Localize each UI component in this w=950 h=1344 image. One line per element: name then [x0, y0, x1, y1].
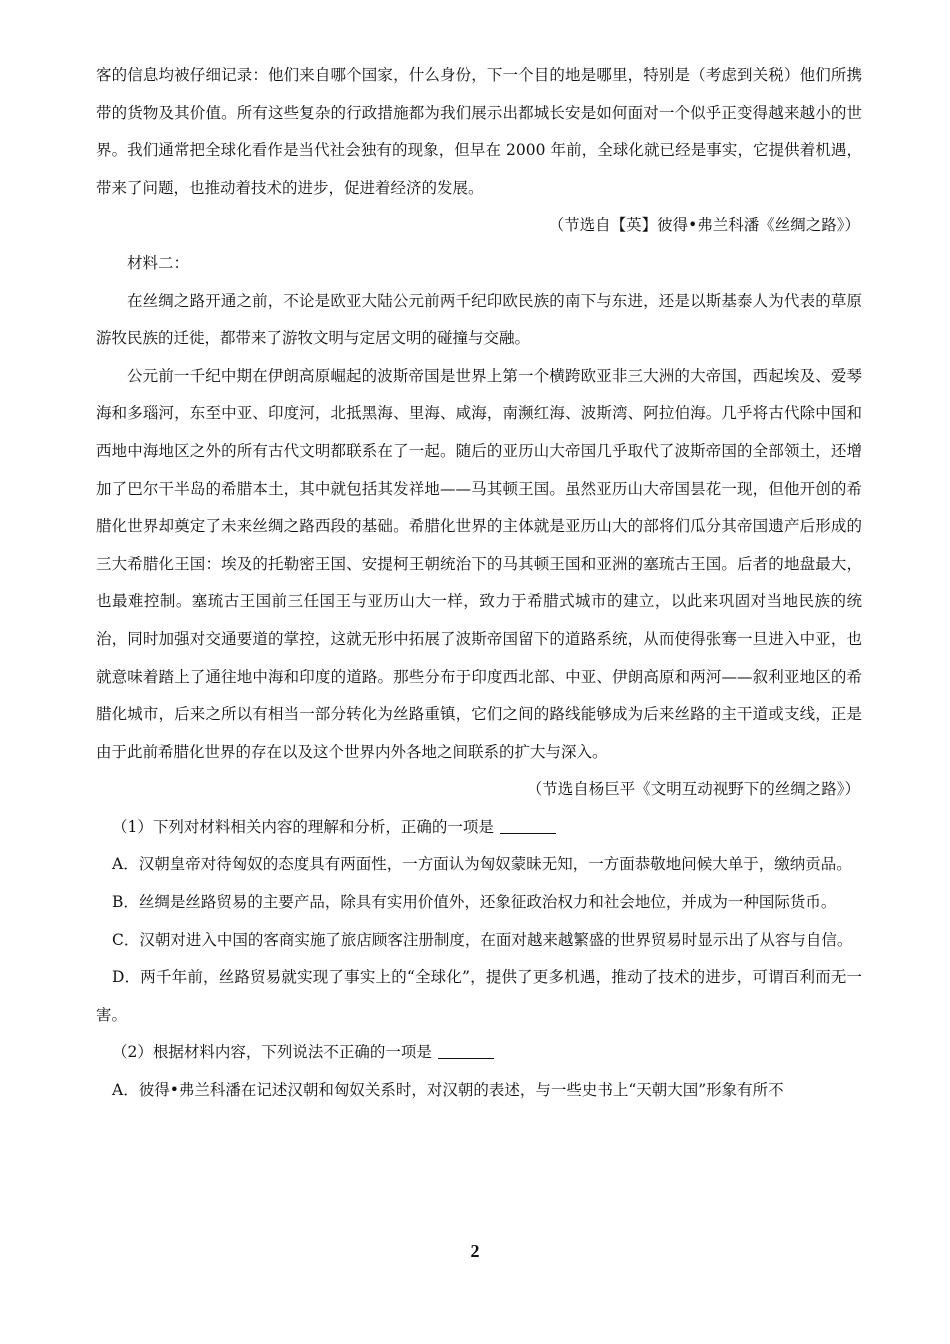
question-1-option-c: C．汉朝对进入中国的客商实施了旅店顾客注册制度，在面对越来越繁盛的世界贸易时显示出了从容与自信。	[112, 930, 853, 949]
question-1-stem: （1）下列对材料相关内容的理解和分析，正确的一项是	[96, 809, 862, 847]
question-1-option-a: A．汉朝皇帝对待匈奴的态度具有两面性，一方面认为匈奴蒙昧无知，一方面恭敬地问候大单于，缴纳贡品。	[112, 855, 852, 874]
material2-paragraph-2: 公元前一千纪中期在伊朗高原崛起的波斯帝国是世界上第一个横跨欧亚非三大洲的大帝国，西起埃及、爱琴海和多瑙河，东至中亚、印度河，北抵黑海、里海、咸海，南濒红海、波斯湾、阿拉伯海。几乎将古代除中国和西地中海地区之外的所有古代文明都联系在了一起。随后的亚历山大帝国几乎取代了波斯帝国的全部领土，还增加了巴尔干半岛的希腊本土，其中就包括其发祥地——马其顿王国。虽然亚历山大帝国昙花一现，但他开创的希腊化世界却奠定了未来丝绸之路西段的基础。希腊化世界的主体就是亚历山大的部将们瓜分其帝国遗产后形成的三大希腊化王国：埃及的托勒密王国、安提柯王朝统治下的马其顿王国和亚洲的塞琉古王国。后者的地盘最大，也最难控制。塞琉古王国前三任国王与亚历山大一样，致力于希腊式城市的建立，以此来巩固对当地民族的统治，同时加强对交通要道的掌控，这就无形中拓展了波斯帝国留下的道路系统，从而使得张骞一旦进入中亚，也就意味着踏上了通往地中海和印度的道路。那些分布于印度西北部、中亚、伊朗高原和两河——叙利亚地区的希腊化城市，后来之所以有相当一部分转化为丝路重镇，它们之间的路线能够成为后来丝路的主干道或支线，正是由于此前希腊化世界的存在以及这个世界内外各地之间联系的扩大与深入。	[96, 366, 862, 761]
question-2-option-a: A．彼得•弗兰科潘在记述汉朝和匈奴关系时，对汉朝的表述，与一些史书上“天朝大国”形象有所不	[112, 1081, 784, 1100]
question-2-stem: （2）根据材料内容，下列说法不正确的一项是	[96, 1034, 862, 1072]
question-1-option-b: B．丝绸是丝路贸易的主要产品，除具有实用价值外，还象征政治权力和社会地位，并成为一种国际货币。	[112, 893, 837, 912]
material1-source: （节选自【英】彼得•弗兰科潘《丝绸之路》）	[548, 216, 860, 235]
material1-paragraph: 客的信息均被仔细记录：他们来自哪个国家，什么身份，下一个目的地是哪里，特别是（考虑到关税）他们所携带的货物及其价值。所有这些复杂的行政措施都为我们展示出都城长安是如何面对一个似乎正变得越来越小的世界。我们通常把全球化看作是当代社会独有的现象，但早在 2000 年前，全球化就已经是事实，它提供着机遇，带来了问题，也推动着技术的进步，促进着经济的发展。	[96, 66, 862, 197]
answer-blank	[500, 817, 556, 834]
material2-source: （节选自杨巨平《文明互动视野下的丝绸之路》）	[526, 780, 860, 799]
answer-blank	[438, 1043, 494, 1060]
material2-paragraph-1: 在丝绸之路开通之前，不论是欧亚大陆公元前两千纪印欧民族的南下与东进，还是以斯基泰人为代表的草原游牧民族的迁徙，都带来了游牧文明与定居文明的碰撞与交融。	[96, 291, 862, 348]
page-number: 2	[470, 1241, 480, 1261]
document-body	[96, 57, 862, 1110]
material2-heading: 材料二：	[127, 253, 190, 272]
question-1-option-d: D．两千年前，丝路贸易就实现了事实上的“全球化”，提供了更多机遇，推动了技术的进步，可谓百利而无一害。	[96, 968, 862, 1024]
